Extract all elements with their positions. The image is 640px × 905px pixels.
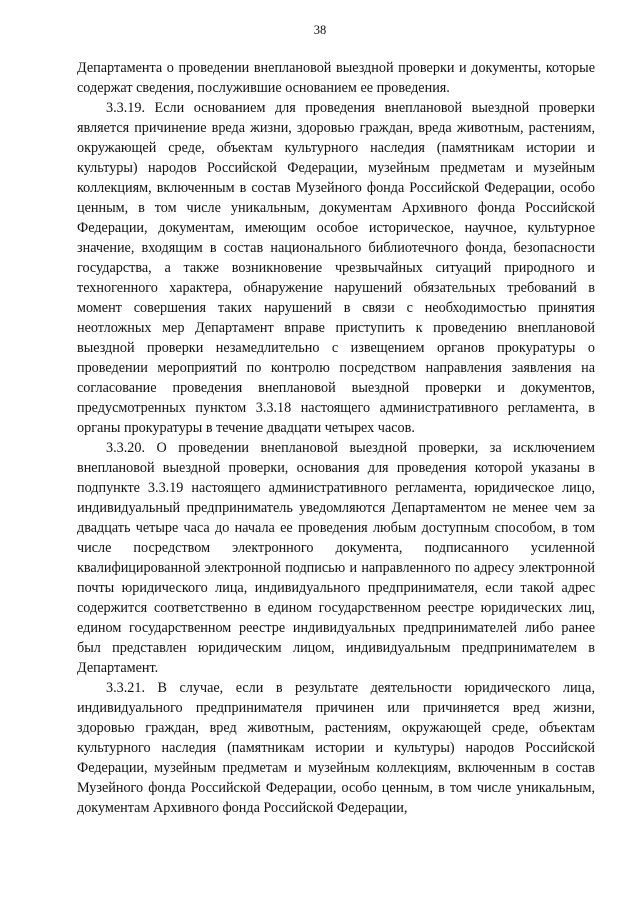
paragraph-continuation: Департамента о проведении внеплановой выездной проверки и документы, которые содержат сведения, послужившие основанием ее проведения. <box>77 60 595 96</box>
paragraph-3-3-20: 3.3.20. О проведении внеплановой выездной проверки, за исключением внеплановой выездной проверки, основания для проведения которой указаны в подпункте 3.3.19 настоящего административного регламента, юридическое лицо, индивидуальный предприниматель уведомляются Департаментом не менее чем за двадцать четыре часа до начала ее проведения любым доступным способом, в том числе посредством электронного документа, подписанного усиленной квалифицированной электронной подписью и направленного по адресу электронной почты юридического лица, индивидуального предпринимателя, если такой адрес содержится соответственно в едином государственном реестре юридических лиц, едином государственном реестре индивидуальных предпринимателей либо ранее был представлен юридическим лицом, индивидуальным предпринимателем в Департамент. <box>77 440 595 676</box>
paragraph-3-3-21: 3.3.21. В случае, если в результате деятельности юридического лица, индивидуального предпринимателя причинен или причиняется вред жизни, здоровью граждан, вред животным, растениям, окружающей среде, объектам культурного наследия (памятникам истории и культуры) народов Российской Федерации, музейным предметам и музейным коллекциям, включенным в состав Музейного фонда Российской Федерации, особо ценным, в том числе уникальным, документам Архивного фонда Российской Федерации, <box>77 680 595 816</box>
page-body <box>77 58 595 818</box>
paragraph-3-3-19: 3.3.19. Если основанием для проведения внеплановой выездной проверки является причинение вреда жизни, здоровью граждан, вреда животным, растениям, окружающей среде, объектам культурного наследия (памятникам истории и культуры) народов Российской Федерации, музейным предметам и музейным коллекциям, включенным в состав Музейного фонда Российской Федерации, особо ценным, в том числе уникальным, документам Архивного фонда Российской Федерации, документам, имеющим особое историческое, научное, культурное значение, входящим в состав национального библиотечного фонда, безопасности государства, а также возникновение чрезвычайных ситуаций природного и техногенного характера, обнаружение нарушений обязательных требований в момент совершения таких нарушений в связи с необходимостью принятия неотложных мер Департамент вправе приступить к проведению внеплановой выездной проверки незамедлительно с извещением органов прокуратуры о проведении мероприятий по контролю посредством направления заявления на согласование проведения внеплановой выездной проверки и документов, предусмотренных пунктом 3.3.18 настоящего административного регламента, в органы прокуратуры в течение двадцати четырех часов. <box>77 100 595 436</box>
page-number: 38 <box>313 23 327 37</box>
